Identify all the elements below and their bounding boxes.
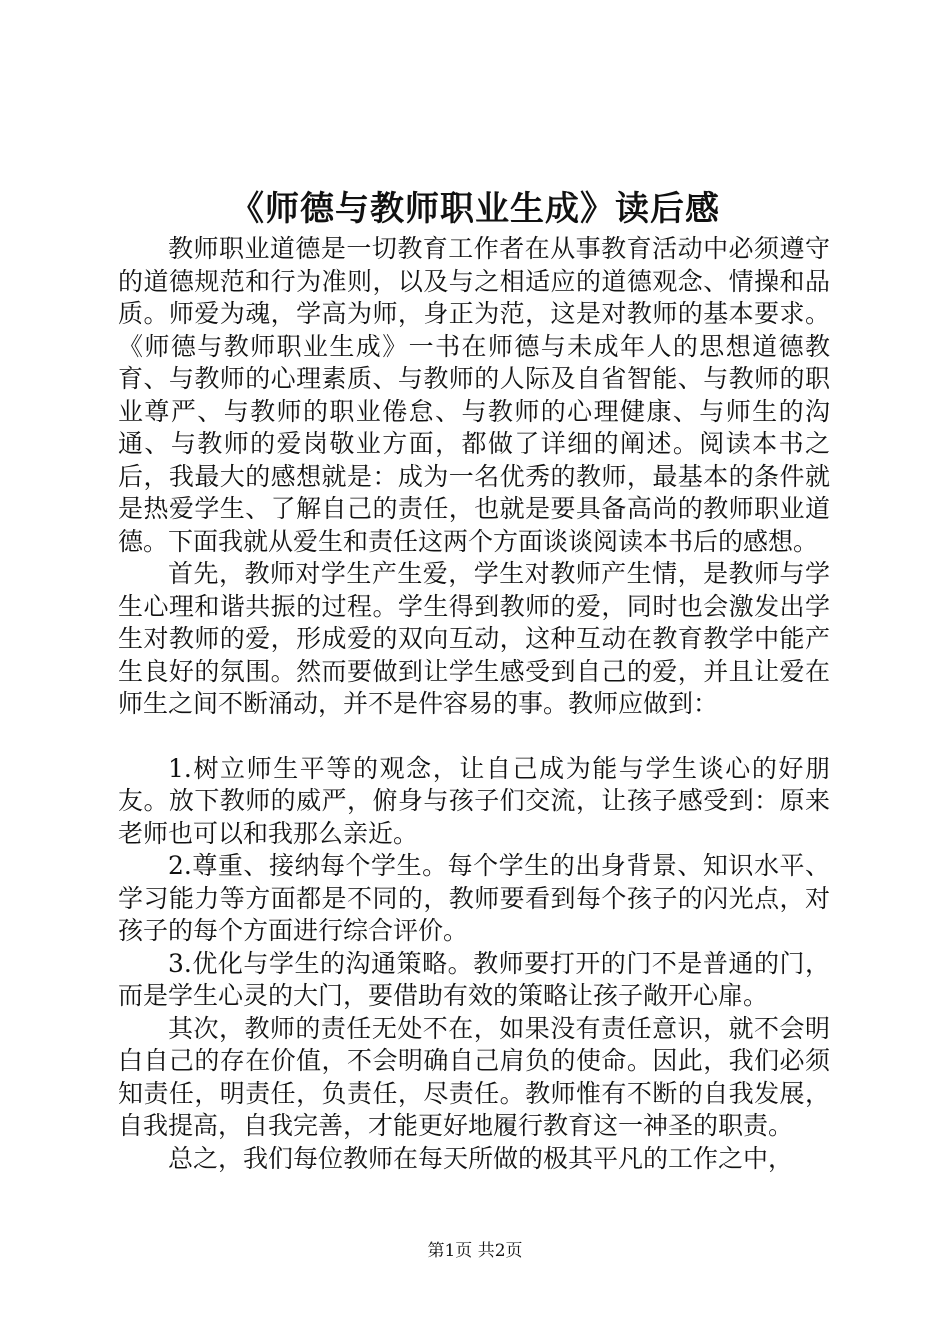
document-body bbox=[118, 233, 830, 1175]
document-title: 《师德与教师职业生成》读后感 bbox=[230, 189, 720, 229]
list-item-2: 2.尊重、接纳每个学生。每个学生的出身背景、知识水平、学习能力等方面都是不同的，教师要看到每个孩子的闪光点，对孩子的每个方面进行综合评价。 bbox=[118, 851, 830, 945]
list-item-1: 1.树立师生平等的观念，让自己成为能与学生谈心的好朋友。放下教师的威严，俯身与孩子们交流，让孩子感受到：原来老师也可以和我那么亲近。 bbox=[118, 753, 830, 848]
paragraph-spacer bbox=[118, 721, 830, 753]
paragraph-responsibility: 其次，教师的责任无处不在，如果没有责任意识，就不会明白自己的存在价值，不会明确自己肩负的使命。因此，我们必须知责任，明责任，负责任，尽责任。教师惟有不断的自我发展，自我提高，自我完善，才能更好地履行教育这一神圣的职责。 bbox=[118, 1013, 830, 1140]
paragraph-intro: 教师职业道德是一切教育工作者在从事教育活动中必须遵守的道德规范和行为准则，以及与之相适应的道德观念、情操和品质。师爱为魂，学高为师，身正为范，这是对教师的基本要求。《师德与教师职业生成》一书在师德与未成年人的思想道德教育、与教师的心理素质、与教师的人际及自省智能、与教师的职业尊严、与教师的职业倦怠、与教师的心理健康、与师生的沟通、与教师的爱岗敬业方面，都做了详细的阐述。阅读本书之后，我最大的感想就是：成为一名优秀的教师，最基本的条件就是热爱学生、了解自己的责任，也就是要具备高尚的教师职业道德。下面我就从爱生和责任这两个方面谈谈阅读本书后的感想。 bbox=[118, 234, 830, 556]
list-item-3: 3.优化与学生的沟通策略。教师要打开的门不是普通的门，而是学生心灵的大门，要借助有效的策略让孩子敞开心扉。 bbox=[118, 948, 830, 1010]
paragraph-love: 首先，教师对学生产生爱，学生对教师产生情，是教师与学生心理和谐共振的过程。学生得到教师的爱，同时也会激发出学生对教师的爱，形成爱的双向互动，这种互动在教育教学中能产生良好的氛围。然而要做到让学生感受到自己的爱，并且让爱在师生之间不断涌动，并不是件容易的事。教师应做到： bbox=[118, 559, 830, 718]
paragraph-conclusion: 总之，我们每位教师在每天所做的极其平凡的工作之中， bbox=[168, 1143, 794, 1173]
page-footer: 第1页 共2页 bbox=[427, 1241, 523, 1261]
